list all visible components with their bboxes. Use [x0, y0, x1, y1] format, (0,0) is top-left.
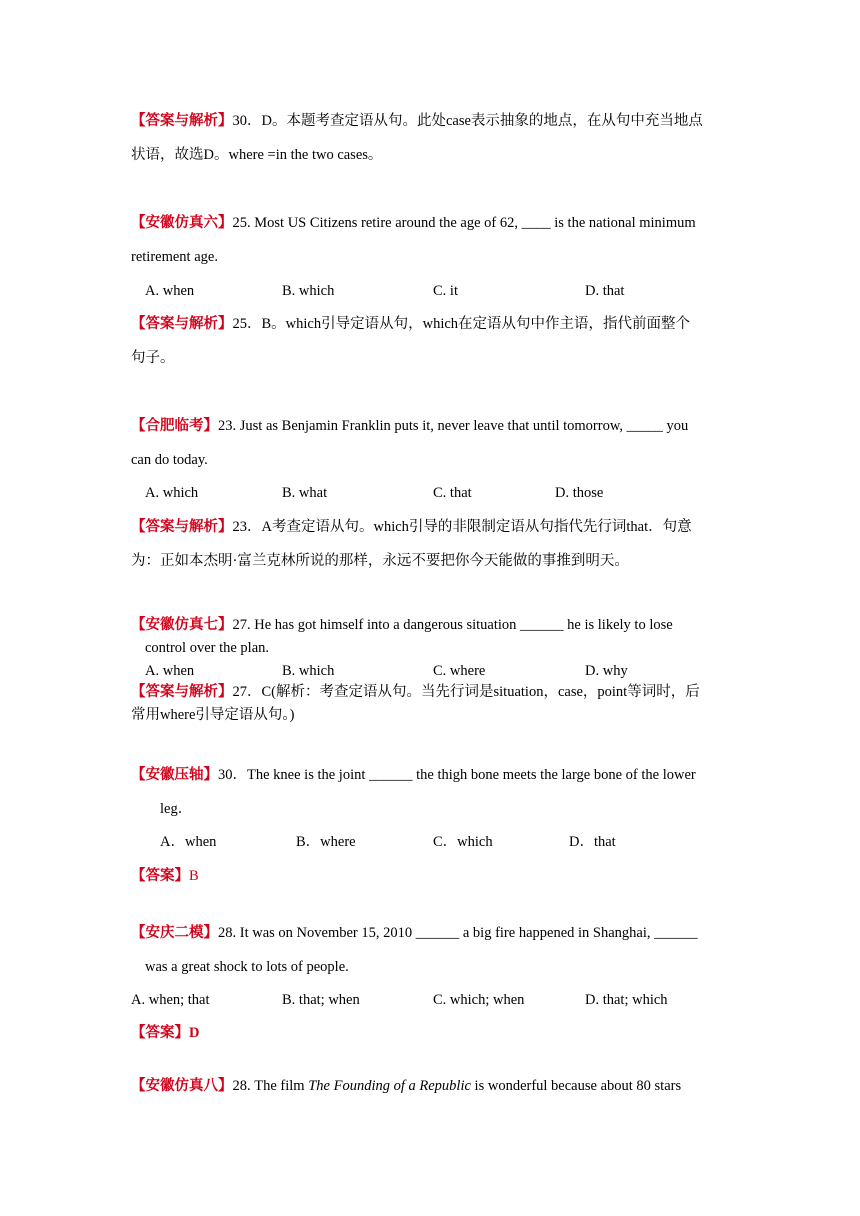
question-line — [131, 615, 673, 635]
film-title: The Founding of a Republic — [308, 1078, 471, 1094]
option: D. why — [585, 663, 628, 679]
answer-text: 为：正如本杰明·富兰克林所说的那样，永远不要把你今天能做的事推到明天。 — [131, 553, 629, 569]
answer-line — [131, 1023, 199, 1043]
question-continuation: was a great shock to lots of people. — [145, 959, 349, 975]
question-continuation: leg． — [160, 801, 193, 817]
question-continuation: can do today. — [131, 452, 208, 468]
option: C. that — [433, 485, 472, 501]
option: A. when — [145, 663, 195, 679]
question-text: 25. Most US Citizens retire around the age of 62, ____ is the national minimum — [232, 215, 696, 231]
answer-line — [131, 314, 690, 334]
question-continuation: control over the plan. — [145, 640, 270, 656]
question-text: is wonderful because about 80 stars — [470, 1078, 682, 1094]
answer-text: 状语，故选D。where =in the two cases。 — [131, 147, 383, 163]
answer-text: 句子。 — [131, 350, 175, 366]
source-tag: 【安庆二模】 — [131, 925, 218, 941]
question-line — [131, 923, 698, 943]
options-row — [0, 832, 860, 852]
answer-line — [131, 111, 703, 131]
source-tag: 【安徽仿真七】 — [131, 617, 233, 633]
option: C．which — [433, 834, 493, 850]
question-text: 30．The knee is the joint ______ the thigh bone meets the large bone of the lower — [218, 767, 696, 783]
option: D．that — [569, 834, 616, 850]
answer-tag: 【答案与解析】 — [131, 316, 233, 332]
answer-line — [131, 866, 199, 886]
answer-line — [131, 705, 295, 725]
option: D. those — [555, 485, 604, 501]
option: D. that — [585, 283, 625, 299]
question-line — [131, 1076, 681, 1096]
answer-text: 27．C(解析：考查定语从句。当先行词是situation，case，point等词时，后 — [232, 684, 700, 700]
question-text: 27. He has got himself into a dangerous situation ______ he is likely to lose — [232, 617, 673, 633]
source-tag: 【合肥临考】 — [131, 418, 218, 434]
source-tag: 【安徽仿真六】 — [131, 215, 233, 231]
answer-value: D — [189, 1025, 200, 1041]
question-line — [131, 765, 696, 785]
answer-text: 30．D。本题考查定语从句。此处case表示抽象的地点，在从句中充当地点 — [232, 113, 703, 129]
answer-tag: 【答案】 — [131, 1025, 189, 1041]
option: A．when — [160, 834, 217, 850]
answer-line — [131, 517, 692, 537]
option: B. what — [282, 485, 328, 501]
source-tag: 【安徽仿真八】 — [131, 1078, 233, 1094]
options-row — [0, 661, 860, 681]
option: C. it — [433, 283, 458, 299]
question-continuation: retirement age. — [131, 249, 218, 265]
question-line — [131, 213, 696, 233]
option: B. which — [282, 663, 335, 679]
option: A. which — [145, 485, 199, 501]
option: A. when — [145, 283, 195, 299]
options-row — [0, 281, 860, 301]
question-text: 23. Just as Benjamin Franklin puts it, never leave that until tomorrow, _____ you — [218, 418, 689, 434]
answer-text: 23．A考查定语从句。which引导的非限制定语从句指代先行词that．句意 — [232, 519, 692, 535]
answer-line — [131, 348, 175, 368]
answer-line — [131, 145, 382, 165]
answer-tag: 【答案与解析】 — [131, 113, 233, 129]
answer-text: 常用where引导定语从句。) — [131, 707, 295, 723]
option: B．where — [296, 834, 356, 850]
options-row — [0, 990, 860, 1010]
answer-tag: 【答案与解析】 — [131, 684, 233, 700]
answer-tag: 【答案与解析】 — [131, 519, 233, 535]
answer-tag: 【答案】 — [131, 868, 189, 884]
option: C. where — [433, 663, 486, 679]
source-tag: 【安徽压轴】 — [131, 767, 218, 783]
answer-text: 25．B。which引导定语从句，which在定语从句中作主语，指代前面整个 — [232, 316, 691, 332]
answer-value: B — [189, 868, 199, 884]
options-row — [0, 483, 860, 503]
answer-line — [131, 682, 700, 702]
question-text: 28. It was on November 15, 2010 ______ a big fire happened in Shanghai, ______ — [218, 925, 698, 941]
option: C. which; when — [433, 992, 525, 1008]
option: B. that; when — [282, 992, 360, 1008]
option: D. that; which — [585, 992, 668, 1008]
option: B. which — [282, 283, 335, 299]
question-line — [131, 416, 688, 436]
option: A. when; that — [131, 992, 210, 1008]
question-text: 28. The film — [232, 1078, 309, 1094]
answer-line — [131, 551, 629, 571]
